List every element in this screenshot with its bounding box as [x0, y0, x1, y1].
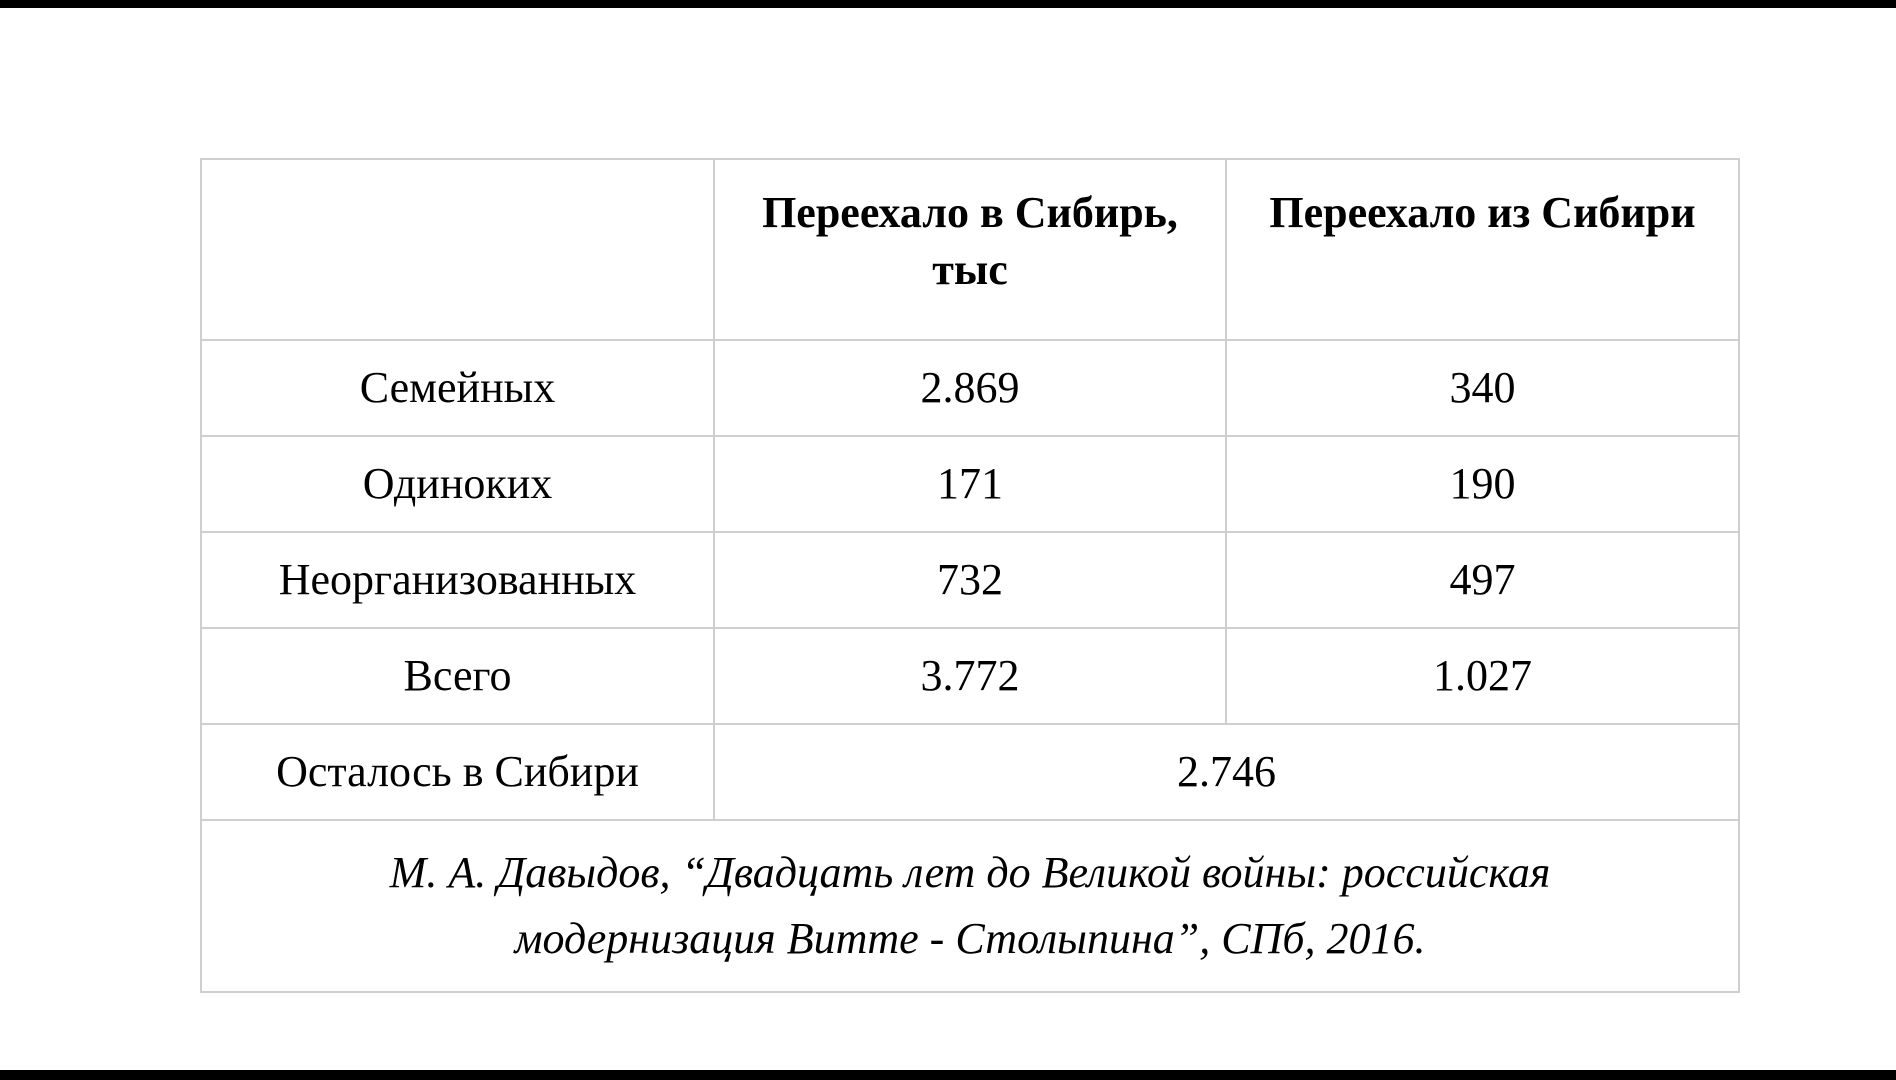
row-label: Одиноких	[201, 436, 714, 532]
row-value-out: 340	[1226, 340, 1739, 436]
source-citation	[201, 820, 1739, 992]
header-empty-cell	[201, 159, 714, 340]
remaining-label: Осталось в Сибири	[201, 724, 714, 820]
row-label: Семейных	[201, 340, 714, 436]
row-value-out: 190	[1226, 436, 1739, 532]
table-header-row	[201, 159, 1739, 340]
source-row	[201, 820, 1739, 992]
top-border-bar	[0, 0, 1896, 8]
row-label: Неорганизованных	[201, 532, 714, 628]
remaining-row	[201, 724, 1739, 820]
table-row	[201, 628, 1739, 724]
row-value-in: 2.869	[714, 340, 1226, 436]
table-row	[201, 532, 1739, 628]
header-moved-from-siberia: Переехало из Сибири	[1226, 159, 1739, 340]
row-label: Всего	[201, 628, 714, 724]
row-value-in: 3.772	[714, 628, 1226, 724]
remaining-value: 2.746	[714, 724, 1739, 820]
table-row	[201, 436, 1739, 532]
header-moved-to-siberia: Переехало в Сибирь, тыс	[714, 159, 1226, 340]
bottom-border-bar	[0, 1070, 1896, 1080]
row-value-out: 1.027	[1226, 628, 1739, 724]
migration-table-container	[200, 158, 1740, 993]
source-line-2: модернизация Витте - Столыпина”, СПб, 2016.	[514, 914, 1426, 963]
migration-table	[200, 158, 1740, 993]
source-line-1: М. А. Давыдов, “Двадцать лет до Великой войны: российская	[389, 848, 1551, 897]
row-value-out: 497	[1226, 532, 1739, 628]
row-value-in: 732	[714, 532, 1226, 628]
row-value-in: 171	[714, 436, 1226, 532]
table-row	[201, 340, 1739, 436]
